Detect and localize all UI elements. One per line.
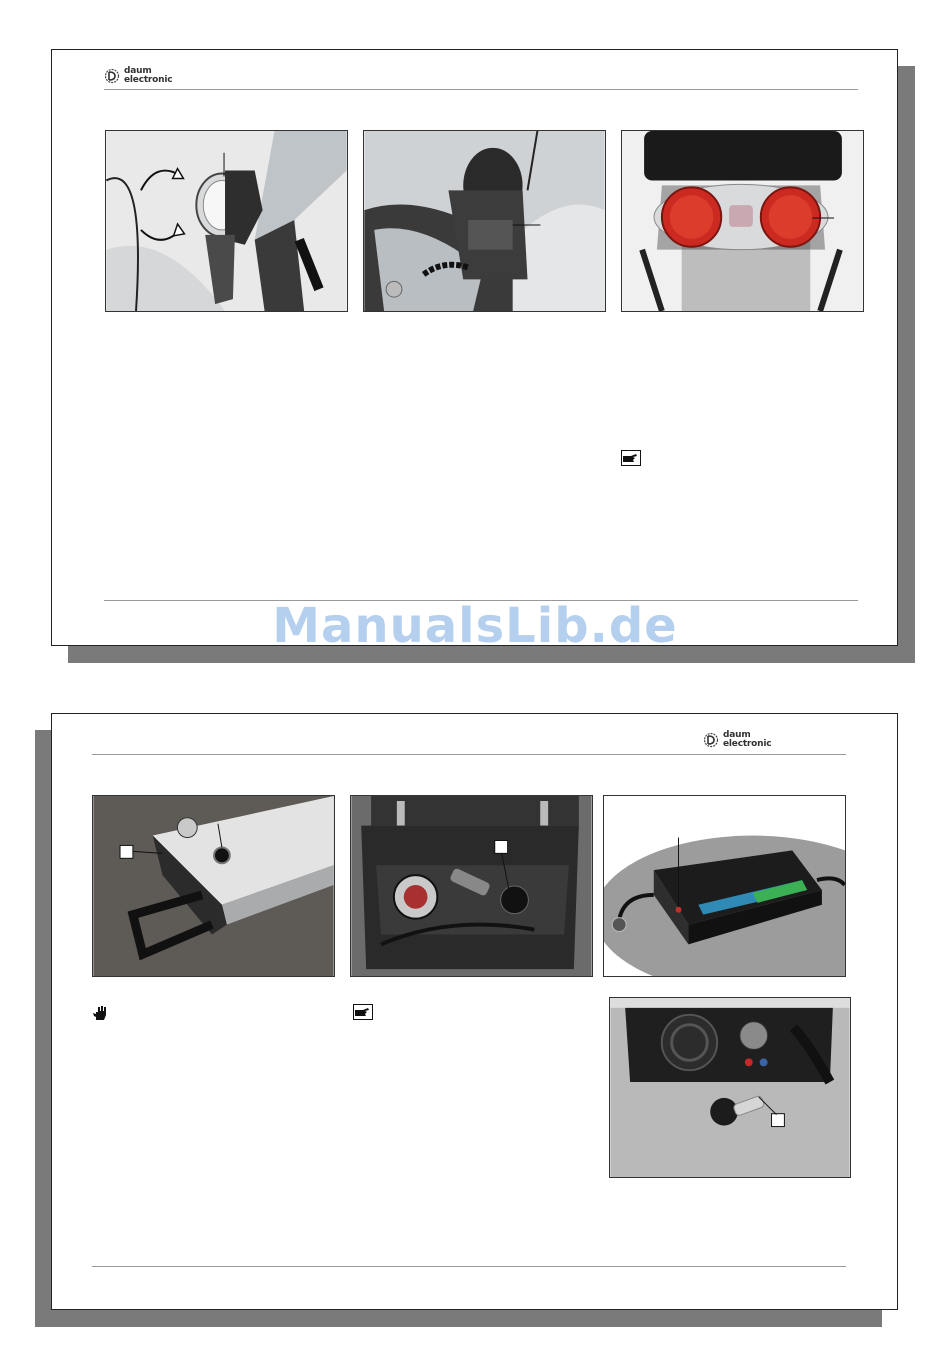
brand-line2: electronic [124,75,173,85]
battery-lock-illustration [93,796,334,976]
front-light-illustration [106,131,347,311]
rear-light-photo [621,130,864,312]
daum-logo-icon-2 [703,732,719,748]
brand-line1: daum [124,66,152,76]
pointing-hand-note-icon-2 [353,1004,373,1025]
brand-logo-2 [703,731,771,749]
header-rule-2 [92,754,846,755]
charger-illustration [604,796,845,976]
raised-hand-warning-icon [92,1004,110,1027]
front-light-photo [105,130,348,312]
page-2 [51,713,898,1310]
pointing-hand-note-icon [621,450,641,471]
brand-line1-2: daum [723,730,751,740]
brand-line2-2: electronic [723,739,772,749]
brand-logo [104,67,172,85]
header-rule [104,89,858,90]
charging-port-illustration [351,796,592,976]
daum-logo-icon [104,68,120,84]
rear-light-illustration [622,131,863,311]
charger-photo [603,795,846,977]
battery-lock-photo [92,795,335,977]
charger-fuse-illustration [610,998,850,1177]
charging-port-photo [350,795,593,977]
dynamo-illustration [364,131,605,311]
footer-rule-2 [92,1266,846,1267]
page-1 [51,49,898,646]
dynamo-photo [363,130,606,312]
charger-fuse-photo [609,997,851,1178]
watermark: ManualsLib.de [272,598,678,654]
